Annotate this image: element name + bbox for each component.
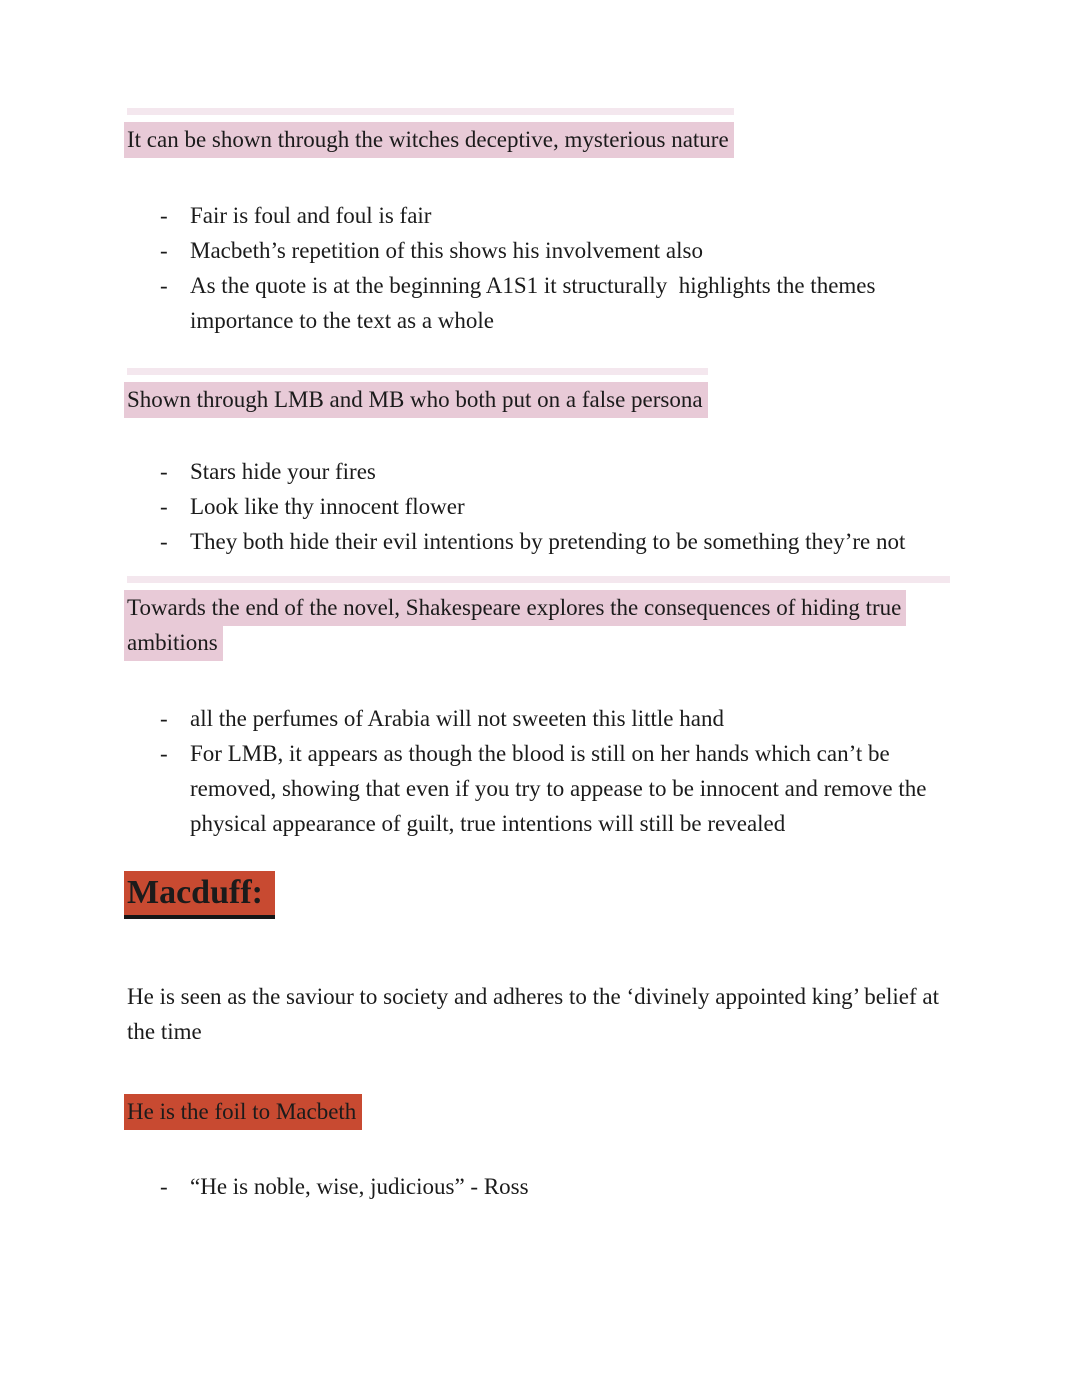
list-item: - “He is noble, wise, judicious” - Ross [127, 1169, 950, 1204]
list-item: - Fair is foul and foul is fair [127, 198, 950, 233]
list-item: - all the perfumes of Arabia will not sweeten this little hand [127, 701, 950, 736]
list-item: - Look like thy innocent flower [127, 489, 950, 524]
macduff-subheading [127, 1094, 362, 1129]
section-3-heading [127, 590, 950, 660]
list-item: - They both hide their evil intentions by pretending to be something they’re not [127, 524, 950, 559]
section-2-heading-block [127, 368, 708, 417]
highlight-artifact-strip [127, 108, 734, 115]
pink-highlighted-text: Towards the end of the novel, Shakespeare explores the consequences of hiding true ambitions [124, 590, 906, 661]
list-item: - For LMB, it appears as though the blood is still on her hands which can’t be removed, showing that even if you try to appease to be innocent and remove the physical appearance of guilt, true intentions will still be revealed [127, 736, 950, 841]
highlight-artifact-strip [127, 368, 708, 375]
section-3-bullet-list [127, 701, 950, 841]
section-1-bullet-list [127, 198, 950, 338]
list-item: - Macbeth’s repetition of this shows his involvement also [127, 233, 950, 268]
section-2-heading [127, 382, 708, 417]
section-2-bullet-list [127, 454, 950, 559]
pink-highlighted-text: It can be shown through the witches deceptive, mysterious nature [124, 122, 734, 158]
macduff-bullet-list [127, 1169, 950, 1204]
red-highlighted-underlined-title: Macduff: [124, 871, 275, 919]
pink-highlighted-text: Shown through LMB and MB who both put on a false persona [124, 382, 708, 418]
list-item: - As the quote is at the beginning A1S1 it structurally highlights the themes importance to the text as a whole [127, 268, 950, 338]
highlight-artifact-strip [127, 576, 950, 583]
macduff-section-title [127, 871, 275, 919]
macduff-intro-paragraph: He is seen as the saviour to society and adheres to the ‘divinely appointed king’ belief at the time [127, 984, 939, 1044]
section-1-heading-block [127, 108, 734, 157]
section-3-heading-block [127, 576, 950, 660]
red-highlighted-text: He is the foil to Macbeth [124, 1094, 362, 1130]
section-1-heading [127, 122, 734, 157]
list-item: - Stars hide your fires [127, 454, 950, 489]
